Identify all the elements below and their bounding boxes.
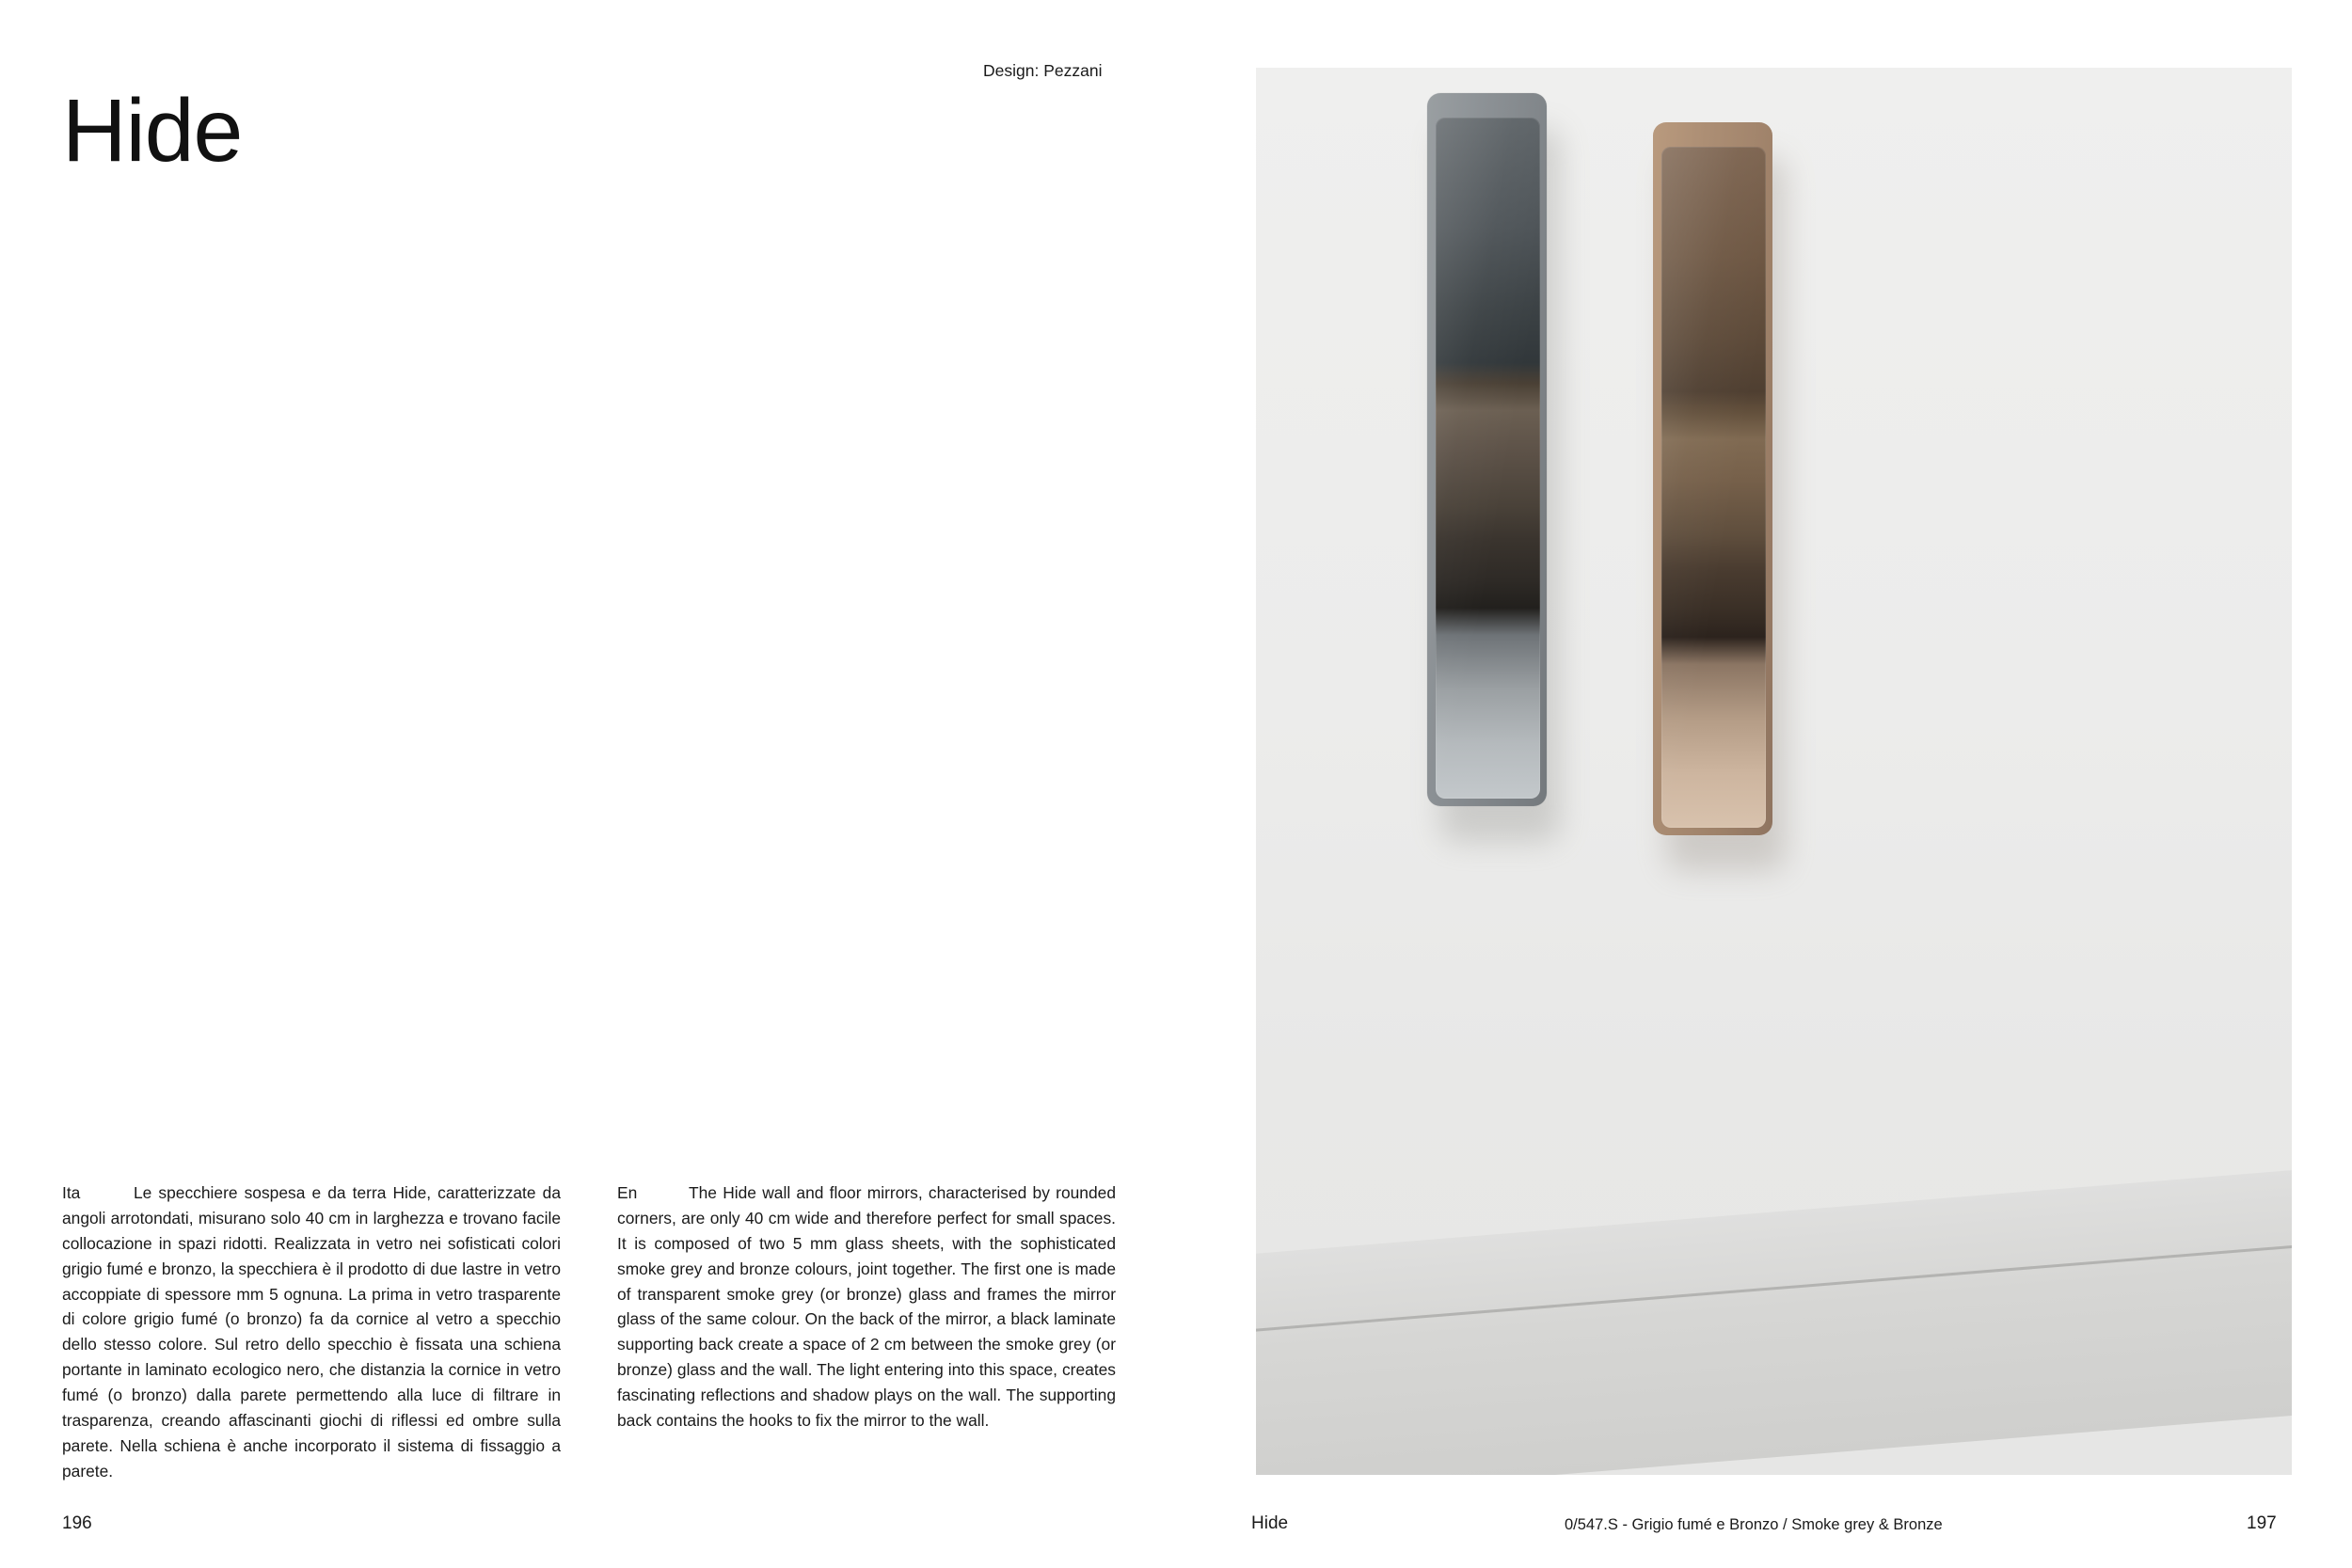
body-text-columns <box>62 1180 1116 1484</box>
body-paragraph-english: The Hide wall and floor mirrors, characterised by rounded corners, are only 40 cm wide and therefore perfect for small spaces. It is composed of two 5 mm glass sheets, with the sophisticated smoke grey and bronze colours, joint together. The first one is made of transparent smoke grey (or bronze) glass and frames the mirror glass of the same colour. On the back of the mirror, a black laminate supporting back create a space of 2 cm between the smoke grey (or bronze) glass and the wall. The light entering into this space, creates fascinating reflections and shadow plays on the wall. The supporting back contains the hooks to fix the mirror to the wall. <box>617 1183 1116 1431</box>
language-tag-english: En <box>617 1183 638 1202</box>
footer-product-name: Hide <box>1251 1513 1289 1533</box>
page-number-right: 197 <box>2247 1513 2277 1533</box>
page-number-left: 196 <box>62 1513 92 1533</box>
footer-product-code: 0/547.S - Grigio fumé e Bronzo / Smoke grey & Bronze <box>1565 1516 1943 1533</box>
mirror-grey-sheen <box>1436 118 1540 799</box>
page-title: Hide <box>62 80 243 181</box>
mirror-grey-edge <box>1436 118 1540 799</box>
mirror-smoke-grey <box>1427 93 1547 806</box>
body-paragraph-italian: Le specchiere sospesa e da terra Hide, caratterizzate da angoli arrotondati, misurano solo 40 cm in larghezza e trovano facile collocazione in spazi ridotti. Realizzata in vetro nei sofisticati colori grigio fumé e bronzo, la specchiera è il prodotto di due lastre in vetro accoppiate di spessore mm 5 ognuna. La prima in vetro trasparente di colore grigio fumé (o bronzo) fa da cornice al vetro a specchio dello stesso colore. Sul retro dello specchio è fissata una schiena portante in laminato ecologico nero, che distanzia la cornice in vetro fumé (o bronzo) dalla parete permettendo alla luce di filtrare in trasparenza, creando affascinanti giochi di riflessi ed ombre sulla parete. Nella schiena è anche incorporato il sistema di fissaggio a parete. <box>62 1183 561 1481</box>
mirror-grey-glass <box>1436 118 1540 799</box>
product-photo <box>1256 68 2292 1475</box>
mirror-bronze <box>1653 122 1772 835</box>
text-column-italian <box>62 1180 561 1484</box>
mirror-bronze-glass <box>1661 147 1766 828</box>
mirror-bronze-edge <box>1661 147 1766 828</box>
language-tag-italian: Ita <box>62 1183 81 1202</box>
design-credit: Design: Pezzani <box>983 61 1103 80</box>
mirror-bronze-sheen <box>1661 147 1766 828</box>
text-column-english <box>617 1180 1116 1484</box>
